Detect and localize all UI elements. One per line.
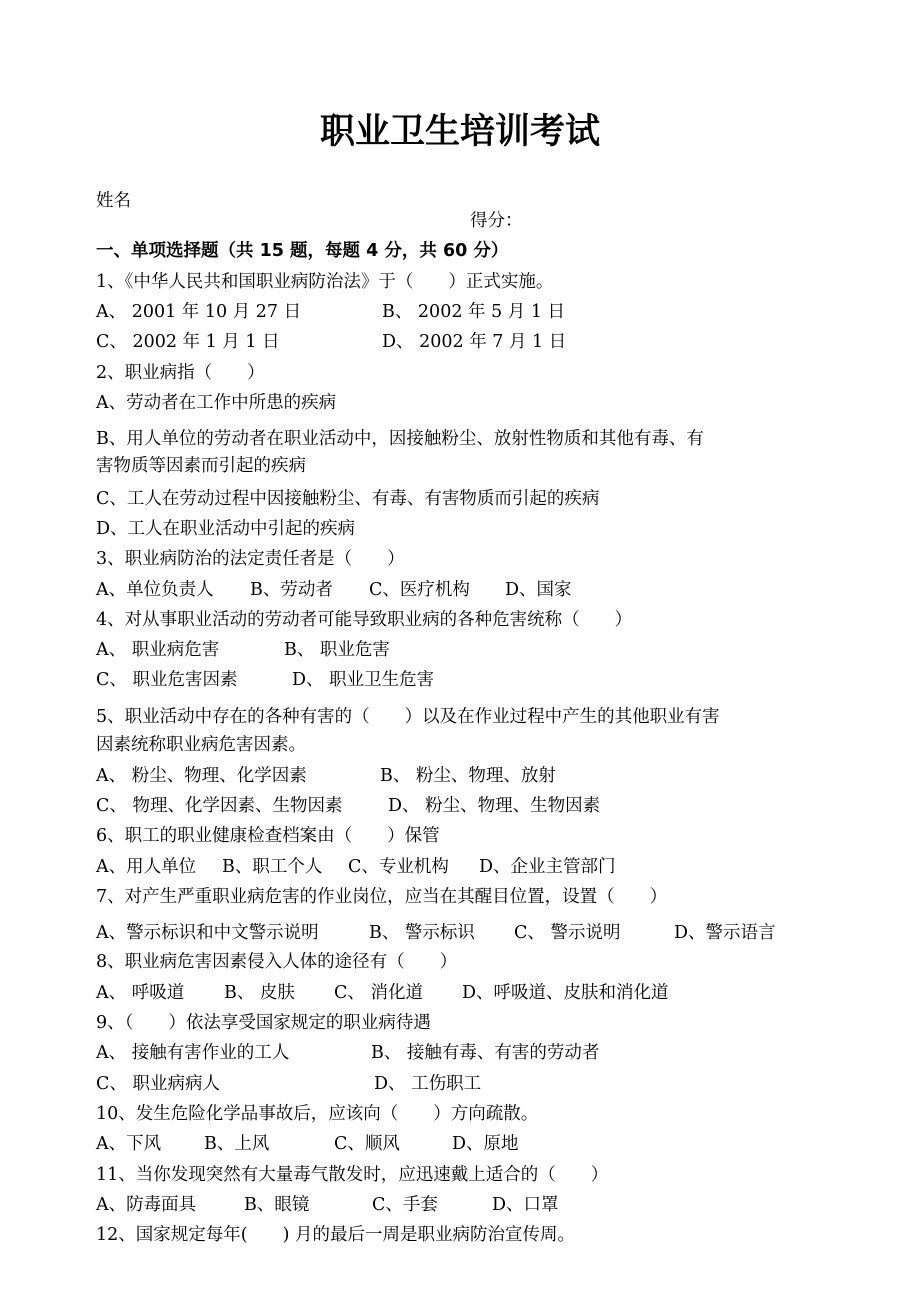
question-5: 5、职业活动中存在的各种有害的（ ）以及在作业过程中产生的其他职业有害: [96, 707, 720, 727]
question-12: 12、国家规定每年( ) 月的最后一周是职业病防治宣传周。: [96, 1225, 575, 1245]
option-10c: C、顺风: [334, 1134, 400, 1154]
option-11c: C、手套: [372, 1195, 438, 1215]
option-9d: D、 工伤职工: [374, 1074, 482, 1094]
option-3a: A、单位负责人: [96, 580, 214, 600]
question-6: 6、职工的职业健康检查档案由（ ）保管: [96, 826, 440, 846]
option-3c: C、医疗机构: [369, 580, 470, 600]
option-1d: D、 2002 年 7 月 1 日: [382, 332, 567, 352]
option-9c: C、 职业病病人: [96, 1074, 220, 1094]
option-4b: B、 职业危害: [284, 640, 390, 660]
option-9a: A、 接触有害作业的工人: [96, 1043, 290, 1063]
page-title: 职业卫生培训考试: [319, 112, 600, 152]
question-7: 7、对产生严重职业病危害的作业岗位，应当在其醒目位置，设置（ ）: [96, 887, 668, 907]
option-1c: C、 2002 年 1 月 1 日: [96, 332, 280, 352]
option-4c: C、 职业危害因素: [96, 670, 238, 690]
option-5d: D、 粉尘、物理、生物因素: [388, 796, 601, 816]
option-6c: C、专业机构: [348, 857, 449, 877]
option-8d: D、呼吸道、皮肤和消化道: [462, 983, 669, 1003]
option-2c: C、工人在劳动过程中因接触粉尘、有毒、有害物质而引起的疾病: [96, 489, 600, 509]
question-9: 9、（ ）依法享受国家规定的职业病待遇: [96, 1013, 431, 1033]
question-8: 8、职业病危害因素侵入人体的途径有（ ）: [96, 952, 458, 972]
question-11: 11、当你发现突然有大量毒气散发时，应迅速戴上适合的（ ）: [96, 1165, 609, 1185]
option-5c: C、 物理、化学因素、生物因素: [96, 796, 343, 816]
section-heading: 一、单项选择题（共 15 题，每题 4 分，共 60 分）: [96, 241, 509, 261]
option-6d: D、企业主管部门: [479, 857, 616, 877]
option-5a: A、 粉尘、物理、化学因素: [96, 766, 307, 786]
question-10: 10、发生危险化学品事故后，应该向（ ）方向疏散。: [96, 1104, 539, 1124]
option-1a: A、 2001 年 10 月 27 日: [96, 302, 302, 322]
option-10b: B、上风: [204, 1134, 270, 1154]
question-3: 3、职业病防治的法定责任者是（ ）: [96, 549, 405, 569]
option-10d: D、原地: [452, 1134, 519, 1154]
option-4d: D、 职业卫生危害: [292, 670, 435, 690]
option-7b: B、 警示标识: [369, 923, 475, 943]
option-6b: B、职工个人: [222, 857, 323, 877]
option-7d: D、警示语言: [674, 923, 776, 943]
name-label: 姓名: [96, 191, 131, 211]
option-11b: B、眼镜: [244, 1195, 310, 1215]
option-11d: D、口罩: [492, 1195, 559, 1215]
option-5b: B、 粉尘、物理、放射: [380, 766, 556, 786]
option-2b-cont: 害物质等因素而引起的疾病: [96, 456, 306, 476]
question-5-cont: 因素统称职业病危害因素。: [96, 735, 306, 755]
option-6a: A、用人单位: [96, 857, 197, 877]
score-label: 得分：: [470, 211, 523, 231]
option-7a: A、警示标识和中文警示说明: [96, 923, 319, 943]
question-2: 2、职业病指（ ）: [96, 363, 265, 383]
option-11a: A、防毒面具: [96, 1195, 197, 1215]
option-8a: A、 呼吸道: [96, 983, 185, 1003]
option-8c: C、 消化道: [334, 983, 423, 1003]
option-9b: B、 接触有毒、有害的劳动者: [371, 1043, 600, 1063]
option-4a: A、 职业病危害: [96, 640, 220, 660]
option-2b: B、用人单位的劳动者在职业活动中，因接触粉尘、放射性物质和其他有毒、有: [96, 429, 704, 449]
option-2a: A、劳动者在工作中所患的疾病: [96, 393, 337, 413]
question-4: 4、对从事职业活动的劳动者可能导致职业病的各种危害统称（ ）: [96, 610, 633, 630]
question-1: 1、《中华人民共和国职业病防治法》于（ ）正式实施。: [96, 272, 554, 292]
option-7c: C、 警示说明: [514, 923, 621, 943]
option-8b: B、 皮肤: [224, 983, 295, 1003]
option-10a: A、下风: [96, 1134, 162, 1154]
option-3d: D、国家: [505, 580, 572, 600]
option-3b: B、劳动者: [250, 580, 333, 600]
option-1b: B、 2002 年 5 月 1 日: [382, 302, 566, 322]
option-2d: D、工人在职业活动中引起的疾病: [96, 519, 356, 539]
